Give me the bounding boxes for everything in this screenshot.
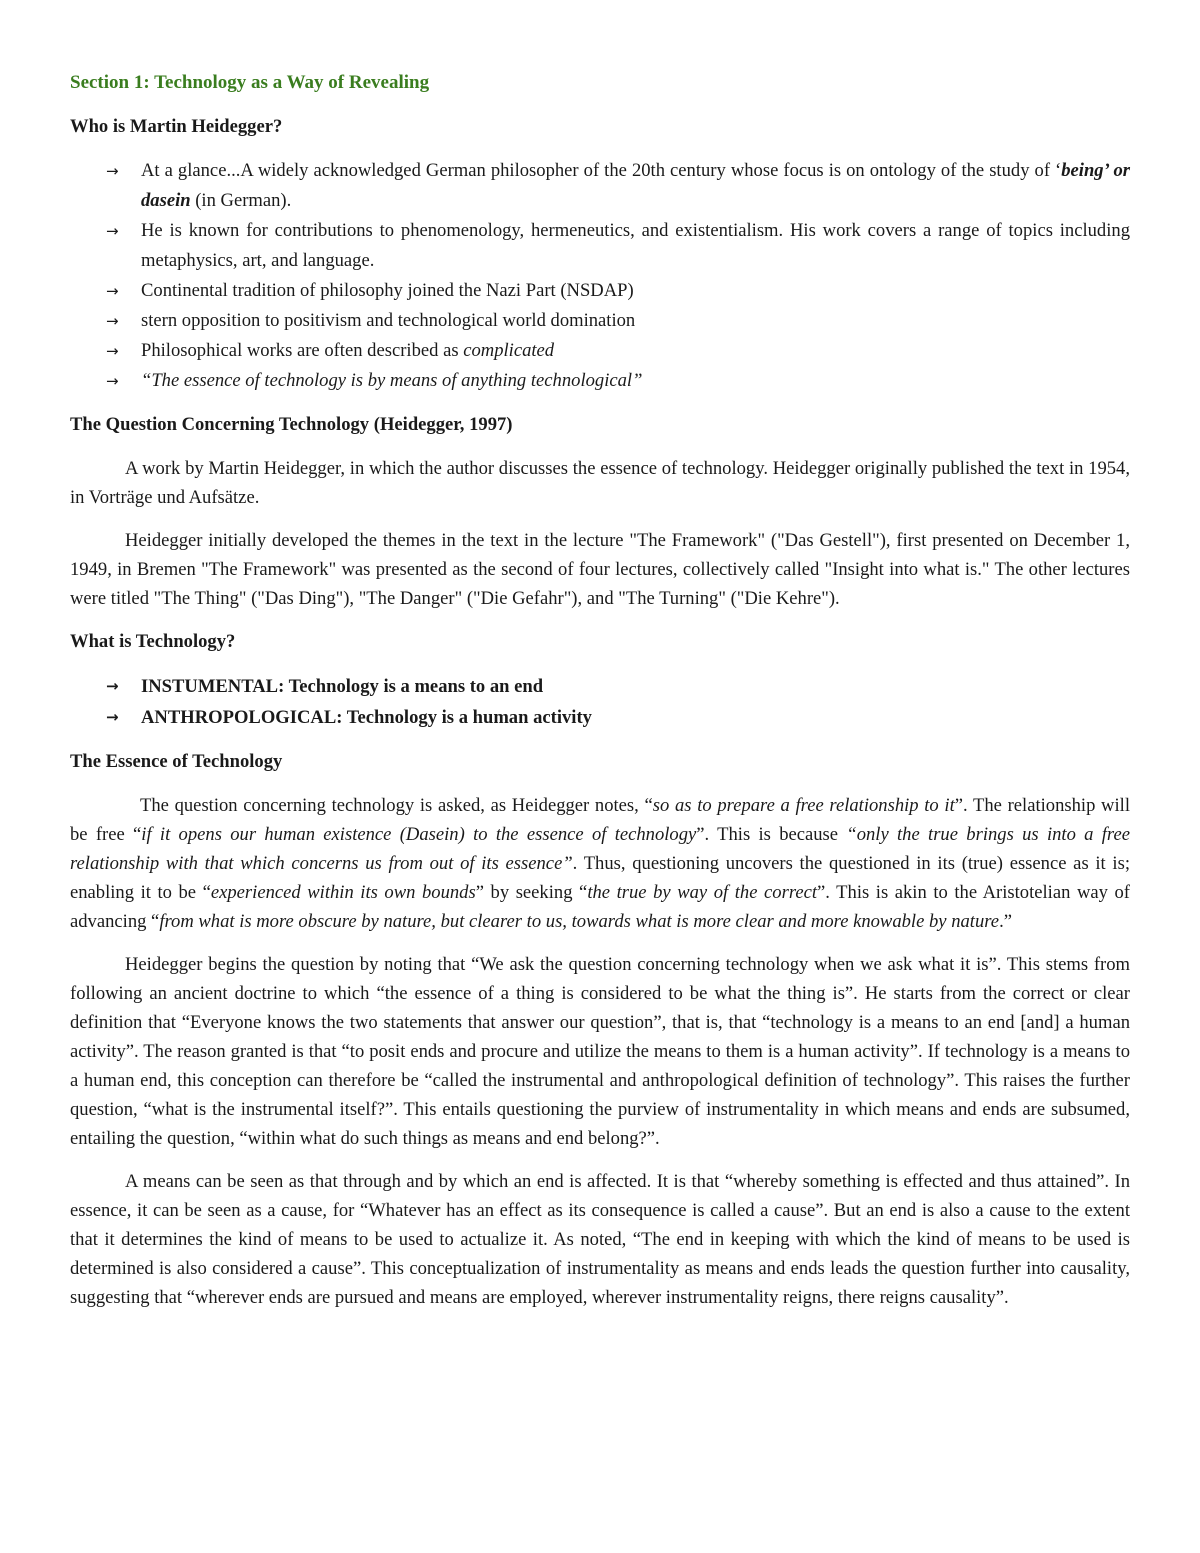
text-run: . Thus, questioning uncovers the questioned in its (true) essence as it is; enabling it to be “ xyxy=(70,853,1130,903)
list-item xyxy=(70,336,1130,366)
arrow-icon: → xyxy=(106,708,119,726)
paragraph: Heidegger begins the question by noting that “We ask the question concerning technology when we ask what it is”. This stems from following an ancient doctrine to which “the essence of a thing is considered to be what the thing is”. He starts from the correct or clear definition that “Everyone knows the two statements that answer our question”, that is, that “technology is a means to an end [and] a human activity”. The reason granted is that “to posit ends and procure and utilize the means to them is a human activity”. If technology is a means to a human end, this conception can therefore be “called the instrumental and anthropological definition of technology”. This raises the further question, “what is the instrumental itself?”. This entails questioning the purview of instrumentality in which means and ends are subsumed, entailing the question, “within what do such things as means and end belong?”. xyxy=(70,954,1130,1149)
list-item-text: Continental tradition of philosophy joined the Nazi Part (NSDAP) xyxy=(141,280,634,301)
paragraph xyxy=(70,791,1130,936)
arrow-icon: → xyxy=(106,677,119,695)
list-item-emphasis: being’ or dasein xyxy=(141,160,1130,211)
list-item xyxy=(70,156,1130,216)
quote-run: so as to prepare a free relationship to it xyxy=(652,795,955,816)
arrow-icon: → xyxy=(106,372,119,390)
arrow-icon: → xyxy=(106,312,119,330)
text-run: The question concerning technology is asked, as Heidegger notes, “ xyxy=(140,795,653,816)
text-run: ” by seeking “ xyxy=(475,882,588,903)
list-item-emphasis: complicated xyxy=(463,340,555,361)
list-item xyxy=(70,276,1130,306)
technology-definitions-list xyxy=(70,671,1130,733)
arrow-icon: → xyxy=(106,342,119,360)
list-item-text: ANTHROPOLOGICAL: Technology is a human activity xyxy=(141,707,592,728)
quote-run: experienced within its own bounds xyxy=(210,882,476,903)
paragraph: Heidegger initially developed the themes in the text in the lecture "The Framework" ("Das Gestell"), first presented on December 1, 1949, in Bremen "The Framework" was presented as the second of four lectures, collectively called "Insight into what is." The other lectures were titled "The Thing" ("Das Ding"), "The Danger" ("Die Gefahr"), and "The Turning" ("Die Kehre"). xyxy=(70,530,1130,609)
heading-who-is-heidegger: Who is Martin Heidegger? xyxy=(70,116,283,137)
quote-run: from what is more obscure by nature, but clearer to us, towards what is more clear and more knowable by nature xyxy=(159,911,1000,932)
text-run: .” xyxy=(999,911,1012,932)
list-item-text: At a glance...A widely acknowledged German philosopher of the 20th century whose focus is on ontology of the study of ‘ xyxy=(141,160,1062,181)
list-item-text: stern opposition to positivism and technological world domination xyxy=(141,310,636,331)
list-item-quote: “The essence of technology is by means of anything technological” xyxy=(141,370,643,391)
quote-run: “only the true brings us into a free relationship with that which concerns us from out of its essence” xyxy=(70,824,1130,874)
quote-run: if it opens our human existence (Dasein) to the essence of technology xyxy=(141,824,697,845)
list-item-text: INSTUMENTAL: Technology is a means to an end xyxy=(141,676,544,697)
paragraph: A means can be seen as that through and by which an end is affected. It is that “whereby something is effected and thus attained”. In essence, it can be seen as a cause, for “Whatever has an effect as its consequence is called a cause”. But an end is also a cause to the extent that it determines the kind of means to be used to actualize it. As noted, “The end in keeping with which the kind of means to be used is determined is also considered a cause”. This conceptualization of instrumentality as means and ends leads the question further into causality, suggesting that “wherever ends are pursued and means are employed, wherever instrumentality reigns, there reigns causality”. xyxy=(70,1171,1130,1308)
list-item-text: Philosophical works are often described as xyxy=(141,340,464,361)
list-item xyxy=(70,671,1130,702)
list-item xyxy=(70,216,1130,276)
list-item-text: (in German). xyxy=(190,190,292,211)
list-item xyxy=(70,366,1130,396)
text-run: ”. The relationship will be free “ xyxy=(70,795,1130,845)
list-item xyxy=(70,306,1130,336)
arrow-icon: → xyxy=(106,282,119,300)
heidegger-facts-list xyxy=(70,156,1130,396)
quote-run: the true by way of the correct xyxy=(587,882,818,903)
section-title: Section 1: Technology as a Way of Revealing xyxy=(70,72,430,93)
list-item-text: He is known for contributions to phenomenology, hermeneutics, and existentialism. His work covers a range of topics including metaphysics, art, and language. xyxy=(141,220,1130,271)
text-run: ”. This is akin to the Aristotelian way of advancing “ xyxy=(70,882,1130,932)
list-item xyxy=(70,702,1130,733)
heading-essence-of-technology: The Essence of Technology xyxy=(70,751,283,772)
paragraph: A work by Martin Heidegger, in which the author discusses the essence of technology. Heidegger originally published the text in 1954, in Vorträge und Aufsätze. xyxy=(70,458,1130,508)
heading-question-concerning-technology: The Question Concerning Technology (Heidegger, 1997) xyxy=(70,414,513,435)
arrow-icon: → xyxy=(106,162,119,180)
heading-what-is-technology: What is Technology? xyxy=(70,631,236,652)
arrow-icon: → xyxy=(106,222,119,240)
text-run: ”. This is because xyxy=(696,824,847,845)
